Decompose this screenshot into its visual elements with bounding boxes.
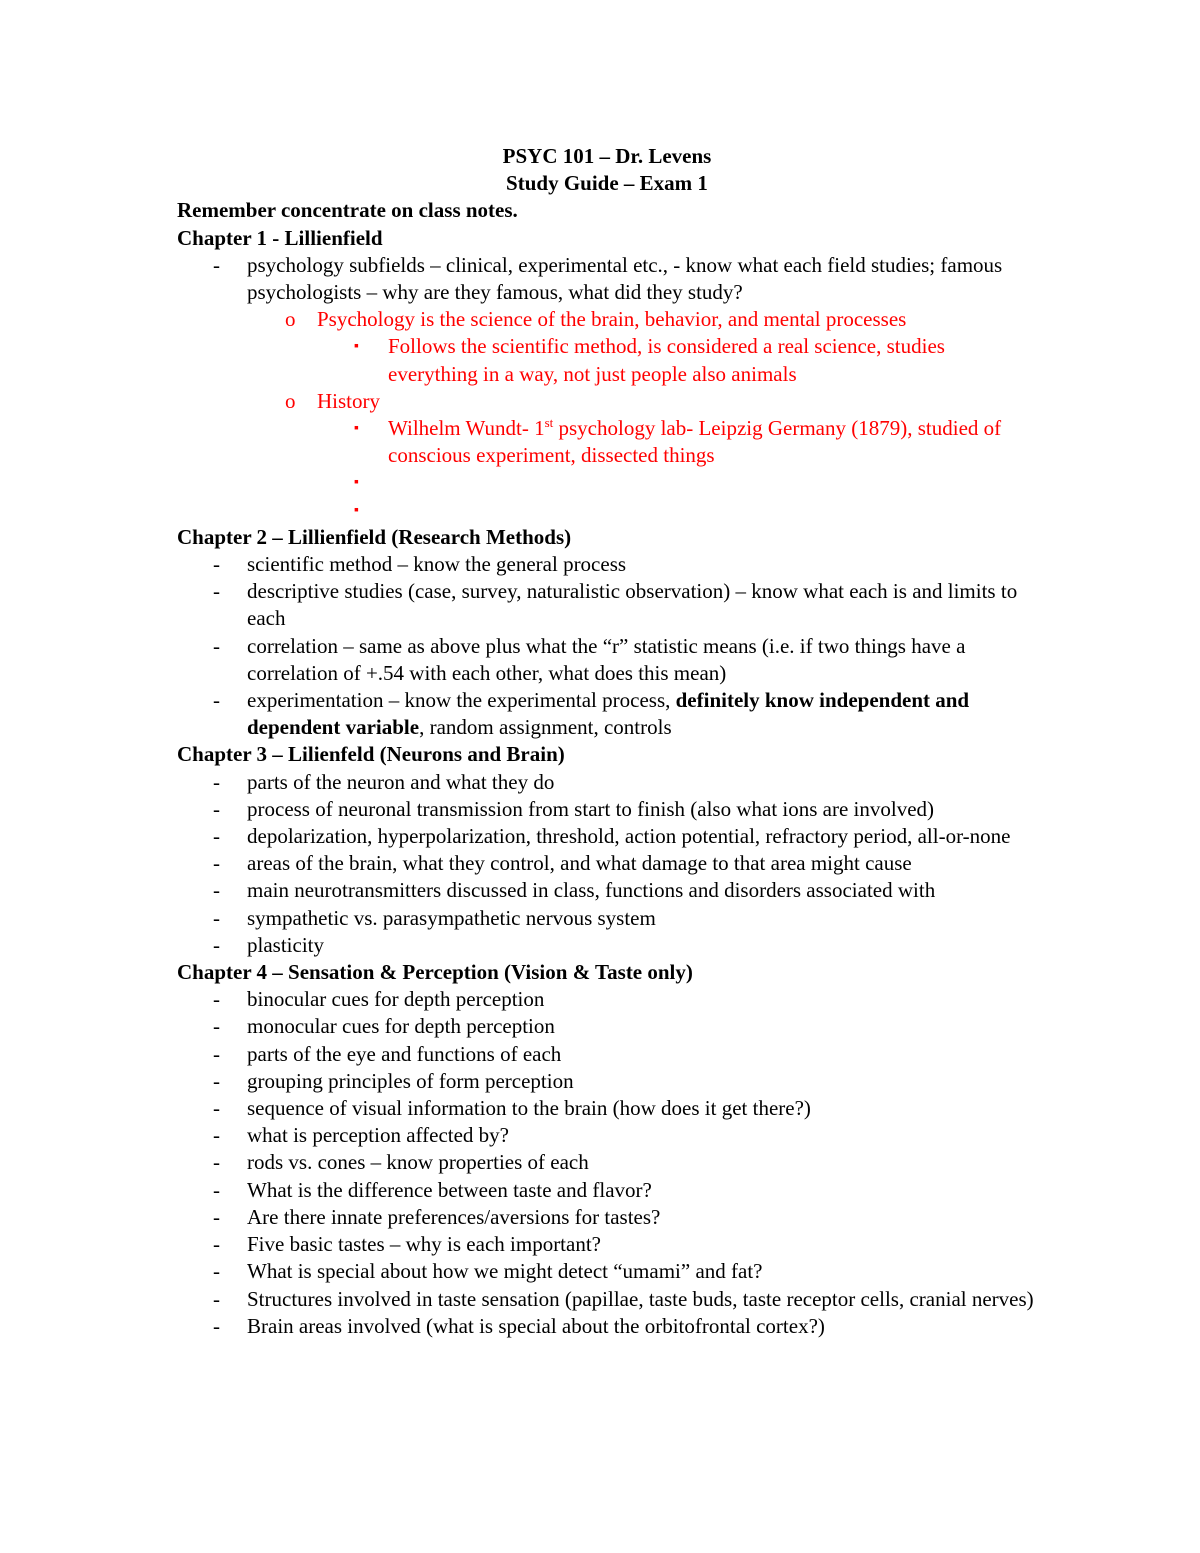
chapter-1-heading: Chapter 1 - Lillienfield [177, 225, 383, 250]
experimentation-text-start: experimentation – know the experimental process, [247, 688, 676, 713]
reminder-note: Remember concentrate on class notes. [177, 198, 518, 223]
list-item-text: rods vs. cones – know properties of each [247, 1150, 589, 1175]
list-item-text: depolarization, hyperpolarization, threshold, action potential, refractory period, all-or-none [247, 824, 1011, 849]
list-item [177, 932, 1037, 959]
dash-bullet: - [213, 579, 220, 604]
dash-bullet: - [213, 878, 220, 903]
list-item [177, 1122, 1037, 1149]
list-item [177, 633, 1037, 687]
list-item-text: areas of the brain, what they control, and what damage to that area might cause [247, 851, 912, 876]
dash-bullet: - [213, 552, 220, 577]
dash-bullet: - [213, 769, 220, 794]
sub-sub-list-item [177, 415, 1037, 469]
list-item-text: correlation – same as above plus what the “r” statistic means (i.e. if two things have a correlation of +.54 with each other, what does this mean) [247, 633, 966, 685]
list-item [177, 551, 1037, 578]
list-item-text [247, 687, 1037, 741]
list-item-text: process of neuronal transmission from start to finish (also what ions are involved) [247, 796, 935, 821]
square-bullet: ▪ [354, 475, 359, 491]
dash-bullet: - [213, 1096, 220, 1121]
chapter-4-heading: Chapter 4 – Sensation & Perception (Vision & Taste only) [177, 960, 693, 985]
list-item-text: What is special about how we might detect “umami” and fat? [247, 1259, 763, 1284]
dash-bullet: - [213, 1259, 220, 1284]
dash-bullet: - [213, 1313, 220, 1338]
dash-bullet: - [213, 1177, 220, 1202]
sub-sub-list-item-text: Follows the scientific method, is considered a real science, studies everything in a way, not just people also animals [388, 334, 945, 386]
dash-bullet: - [213, 1068, 220, 1093]
square-bullet: ▪ [354, 502, 359, 518]
guide-title: Study Guide – Exam 1 [506, 171, 708, 196]
list-item [177, 1231, 1037, 1258]
dash-bullet: - [213, 1014, 220, 1039]
list-item [177, 1041, 1037, 1068]
list-item-text: Are there innate preferences/aversions for tastes? [247, 1204, 661, 1229]
list-item [177, 905, 1037, 932]
list-item [177, 687, 1037, 741]
ordinal-superscript: st [544, 415, 554, 431]
list-item [177, 1286, 1037, 1313]
course-title: PSYC 101 – Dr. Levens [502, 144, 712, 168]
empty-sub-sub-list-item [177, 497, 1037, 524]
experimentation-emphasis: definitely know independent and dependent variable [247, 688, 970, 740]
dash-bullet: - [213, 633, 220, 658]
circle-bullet: o [285, 388, 296, 413]
list-item-text: grouping principles of form perception [247, 1068, 574, 1093]
list-item-text: what is perception affected by? [247, 1123, 509, 1148]
list-item-text: parts of the eye and functions of each [247, 1041, 562, 1066]
dash-bullet: - [213, 851, 220, 876]
list-item-text: monocular cues for depth perception [247, 1014, 555, 1039]
sub-sub-list-item [177, 333, 1037, 387]
dash-bullet: - [213, 796, 220, 821]
wundt-text-start: Wilhelm Wundt- 1 [388, 416, 545, 441]
sub-list-item [177, 388, 1037, 415]
list-item-text: psychology subfields – clinical, experimental etc., - know what each field studies; famous psychologists – why are they famous, what did they study? [247, 252, 1003, 305]
list-item [177, 1204, 1037, 1231]
chapter-3-heading: Chapter 3 – Lilienfeld (Neurons and Brain) [177, 742, 565, 767]
circle-bullet: o [285, 307, 296, 332]
list-item-text: scientific method – know the general process [247, 552, 627, 577]
list-item-text: plasticity [247, 932, 324, 957]
chapter-3-list [177, 769, 1037, 959]
list-item [177, 877, 1037, 904]
list-item [177, 252, 1037, 306]
list-item-text: binocular cues for depth perception [247, 987, 545, 1012]
list-item [177, 1095, 1037, 1122]
experimentation-text-end: , random assignment, controls [419, 715, 672, 740]
sub-sub-list-item-text [388, 415, 1037, 469]
list-item-text: descriptive studies (case, survey, naturalistic observation) – know what each is and limits to each [247, 579, 1018, 631]
list-item [177, 823, 1037, 850]
dash-bullet: - [213, 1232, 220, 1257]
study-guide-body [177, 143, 1037, 1340]
list-item [177, 796, 1037, 823]
list-item-text: sequence of visual information to the brain (how does it get there?) [247, 1096, 811, 1121]
empty-sub-sub-list-item [177, 469, 1037, 496]
square-bullet: ▪ [354, 339, 359, 355]
dash-bullet: - [213, 932, 220, 957]
list-item [177, 1313, 1037, 1340]
chapter-2-heading: Chapter 2 – Lillienfield (Research Methods) [177, 524, 572, 549]
list-item [177, 769, 1037, 796]
dash-bullet: - [213, 1150, 220, 1175]
sub-list-item [177, 306, 1037, 333]
list-item [177, 1149, 1037, 1176]
list-item [177, 850, 1037, 877]
sub-list-item-text: History [317, 388, 380, 413]
list-item [177, 1258, 1037, 1285]
dash-bullet: - [213, 1286, 220, 1311]
dash-bullet: - [213, 252, 220, 277]
list-item [177, 1013, 1037, 1040]
list-item [177, 578, 1037, 632]
list-item-text: sympathetic vs. parasympathetic nervous system [247, 905, 656, 930]
list-item [177, 986, 1037, 1013]
dash-bullet: - [213, 905, 220, 930]
wundt-text-end: psychology lab- Leipzig Germany (1879), studied of conscious experiment, dissected things [388, 416, 1002, 468]
dash-bullet: - [213, 1204, 220, 1229]
list-item-text: What is the difference between taste and flavor? [247, 1177, 652, 1202]
list-item [177, 1068, 1037, 1095]
dash-bullet: - [213, 1123, 220, 1148]
list-item-text: Five basic tastes – why is each important? [247, 1232, 601, 1257]
dash-bullet: - [213, 1041, 220, 1066]
dash-bullet: - [213, 688, 220, 713]
dash-bullet: - [213, 824, 220, 849]
list-item-text: parts of the neuron and what they do [247, 769, 555, 794]
square-bullet: ▪ [354, 421, 359, 437]
chapter-4-list [177, 986, 1037, 1340]
list-item-text: main neurotransmitters discussed in class, functions and disorders associated with [247, 878, 936, 903]
list-item-text: Structures involved in taste sensation (papillae, taste buds, taste receptor cells, cranial nerves) [247, 1286, 1034, 1311]
dash-bullet: - [213, 987, 220, 1012]
list-item [177, 1177, 1037, 1204]
list-item-text: Brain areas involved (what is special about the orbitofrontal cortex?) [247, 1313, 825, 1338]
sub-list-item-text: Psychology is the science of the brain, behavior, and mental processes [317, 307, 907, 332]
